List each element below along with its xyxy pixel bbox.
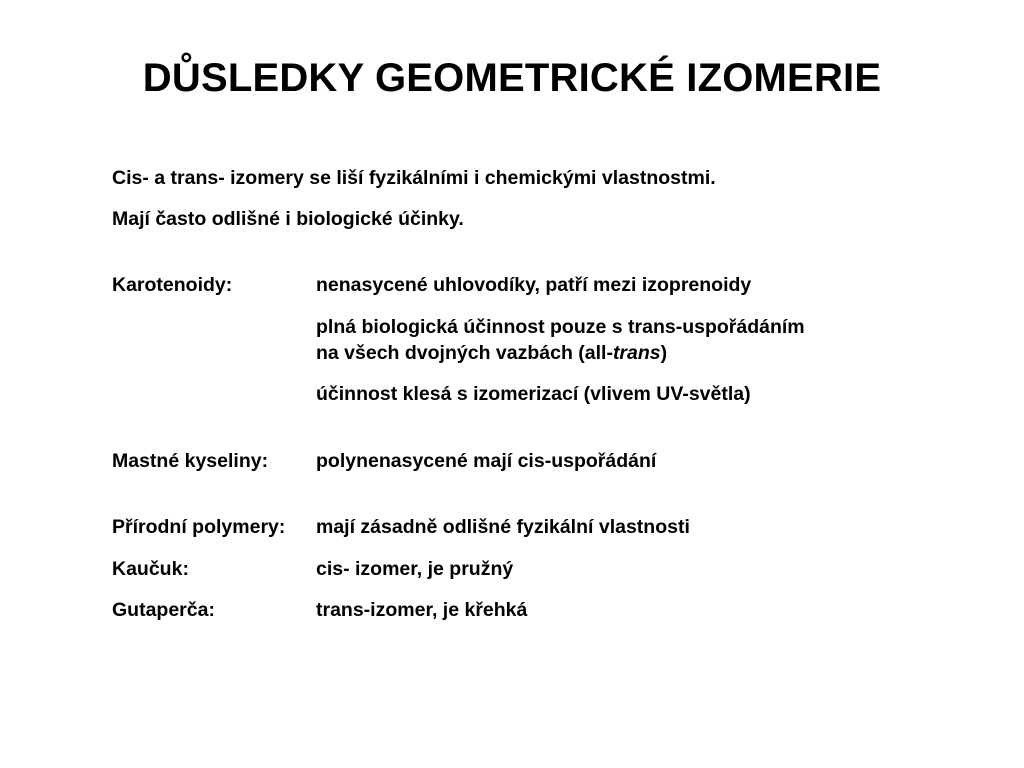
intro-line-1: Cis- a trans- izomery se liší fyzikálními i chemickými vlastnostmi. bbox=[112, 167, 716, 189]
intro-line-2: Mají často odlišné i biologické účinky. bbox=[112, 208, 464, 230]
carotenoids-point-1: nenasycené uhlovodíky, patří mezi izoprenoidy bbox=[316, 274, 752, 296]
carotenoids-point-3: účinnost klesá s izomerizací (vlivem UV-světla) bbox=[316, 383, 751, 405]
fatty-acids-label: Mastné kyseliny: bbox=[112, 450, 269, 472]
carotenoids-point-2-line-1: plná biologická účinnost pouze s trans-uspořádáním bbox=[316, 316, 805, 338]
carotenoids-point-2-prefix: na všech dvojných vazbách (all- bbox=[316, 342, 613, 364]
rubber-label: Kaučuk: bbox=[112, 558, 189, 580]
fatty-acids-value: polynenasycené mají cis-uspořádání bbox=[316, 450, 657, 472]
gutta-percha-value: trans-izomer, je křehká bbox=[316, 599, 528, 621]
slide-title: DŮSLEDKY GEOMETRICKÉ IZOMERIE bbox=[142, 56, 882, 100]
carotenoids-label: Karotenoidy: bbox=[112, 274, 233, 296]
carotenoids-point-2-line-2 bbox=[316, 342, 667, 365]
gutta-percha-label: Gutaperča: bbox=[112, 599, 215, 621]
natural-polymers-value: mají zásadně odlišné fyzikální vlastnosti bbox=[316, 516, 690, 538]
carotenoids-point-2-italic: trans bbox=[612, 342, 661, 364]
carotenoids-point-2-suffix: ) bbox=[660, 342, 668, 364]
natural-polymers-label: Přírodní polymery: bbox=[112, 516, 286, 538]
rubber-value: cis- izomer, je pružný bbox=[316, 558, 514, 580]
